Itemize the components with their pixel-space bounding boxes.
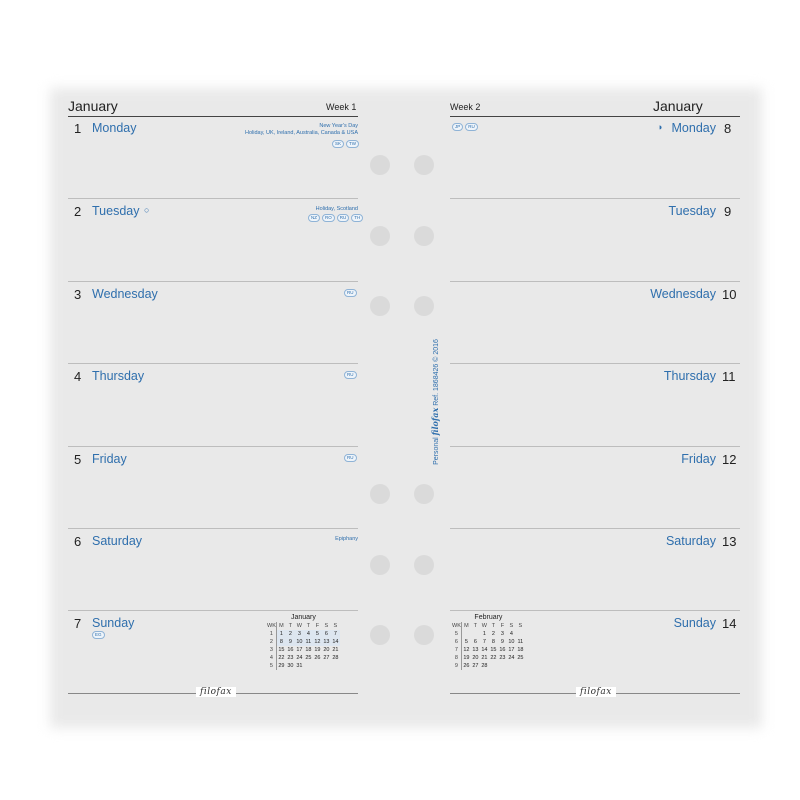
punch-hole bbox=[370, 155, 390, 175]
country-badges bbox=[344, 371, 357, 379]
left-brand-logo: filofax bbox=[196, 687, 236, 697]
right-month-title: January bbox=[653, 98, 703, 114]
holiday-text: Holiday, Scotland bbox=[315, 206, 358, 212]
country-badge: SK bbox=[332, 140, 344, 148]
day-name: Wednesday bbox=[92, 287, 158, 301]
day-number: 4 bbox=[74, 369, 82, 384]
left-week-label: Week 1 bbox=[326, 102, 357, 112]
day-number: 7 bbox=[74, 616, 82, 631]
holiday-text: Epiphany bbox=[335, 536, 358, 542]
country-badges bbox=[308, 214, 363, 222]
right-week-label: Week 2 bbox=[450, 102, 481, 112]
right-brand-logo: filofax bbox=[576, 687, 616, 697]
day-name: Friday bbox=[92, 452, 127, 466]
mini-calendar-february bbox=[452, 614, 525, 670]
country-badges bbox=[344, 454, 357, 462]
day-number: 14 bbox=[722, 616, 737, 631]
mini-calendar-january bbox=[267, 614, 340, 670]
day-number: 11 bbox=[722, 369, 736, 384]
day-number: 9 bbox=[724, 204, 732, 219]
day-name: Friday bbox=[681, 452, 716, 466]
punch-hole bbox=[414, 555, 434, 575]
country-badge: RU bbox=[337, 214, 350, 222]
left-month-title: January bbox=[68, 98, 118, 114]
day-number: 8 bbox=[724, 121, 732, 136]
spine-product: Personal bbox=[433, 437, 440, 465]
day-name: Sunday bbox=[673, 616, 716, 630]
last-quarter-moon-icon: ◑ bbox=[657, 122, 663, 132]
country-badge: TW bbox=[346, 140, 359, 148]
country-badges bbox=[92, 631, 105, 639]
day-name: Saturday bbox=[92, 534, 143, 548]
punch-hole bbox=[414, 296, 434, 316]
country-badges bbox=[332, 140, 359, 148]
punch-hole bbox=[370, 296, 390, 316]
punch-hole bbox=[370, 226, 390, 246]
day-name: Tuesday bbox=[92, 204, 140, 218]
country-badges bbox=[344, 289, 357, 297]
country-badge: EG bbox=[92, 631, 105, 639]
mini-calendar-grid: WK M T W T F S S 5 1 2 3 4 6 5 6 7 8 9 10 11 7 12 13 14 15 16 17 18 8 19 20 21 22 23 24 25 9 26 27 28 bbox=[452, 623, 524, 669]
country-badge: RU bbox=[344, 454, 357, 462]
mini-calendar-title: January bbox=[290, 614, 316, 621]
punch-hole bbox=[414, 226, 434, 246]
day-number: 3 bbox=[74, 287, 82, 302]
holiday-text: New Year's Day Holiday, UK, Ireland, Australia, Canada & USA bbox=[244, 123, 358, 136]
country-badge: RU bbox=[344, 289, 357, 297]
day-name: Monday bbox=[92, 121, 137, 135]
mini-calendar-grid: WK M T W T F S S 1 1 2 3 4 5 6 7 2 8 9 10 11 12 13 14 3 15 16 17 18 19 20 21 4 22 23 24 25 26 27 28 5 29 30 31 bbox=[267, 623, 339, 669]
day-name: Saturday bbox=[665, 534, 716, 548]
spine-brand: filofax bbox=[430, 407, 440, 436]
day-number: 5 bbox=[74, 452, 82, 467]
spine-product-info bbox=[430, 339, 440, 465]
day-number: 13 bbox=[722, 534, 737, 549]
day-number: 6 bbox=[74, 534, 82, 549]
country-badges bbox=[452, 123, 478, 131]
first-quarter-moon-icon: ○ bbox=[144, 205, 150, 215]
punch-hole bbox=[414, 625, 434, 645]
mini-calendar-title: February bbox=[474, 614, 503, 621]
day-name: Monday bbox=[671, 121, 716, 135]
day-number: 1 bbox=[74, 121, 82, 136]
spine-copyright: © 2016 bbox=[433, 339, 440, 362]
day-number: 2 bbox=[74, 204, 82, 219]
country-badge: RU bbox=[344, 371, 357, 379]
day-number: 10 bbox=[722, 287, 737, 302]
day-name: Sunday bbox=[92, 616, 135, 630]
punch-hole bbox=[370, 555, 390, 575]
day-name: Thursday bbox=[663, 369, 716, 383]
country-badge: JP bbox=[452, 123, 463, 131]
day-name: Tuesday bbox=[668, 204, 716, 218]
punch-hole bbox=[414, 155, 434, 175]
day-name: Wednesday bbox=[650, 287, 716, 301]
day-name: Thursday bbox=[92, 369, 145, 383]
country-badge: TH bbox=[351, 214, 363, 222]
punch-hole bbox=[414, 484, 434, 504]
country-badge: RO bbox=[322, 214, 335, 222]
day-number: 12 bbox=[722, 452, 737, 467]
country-badge: NZ bbox=[308, 214, 320, 222]
punch-hole bbox=[370, 625, 390, 645]
country-badge: RU bbox=[465, 123, 478, 131]
spine-ref: Ref. 1868426 bbox=[433, 363, 440, 406]
punch-hole bbox=[370, 484, 390, 504]
